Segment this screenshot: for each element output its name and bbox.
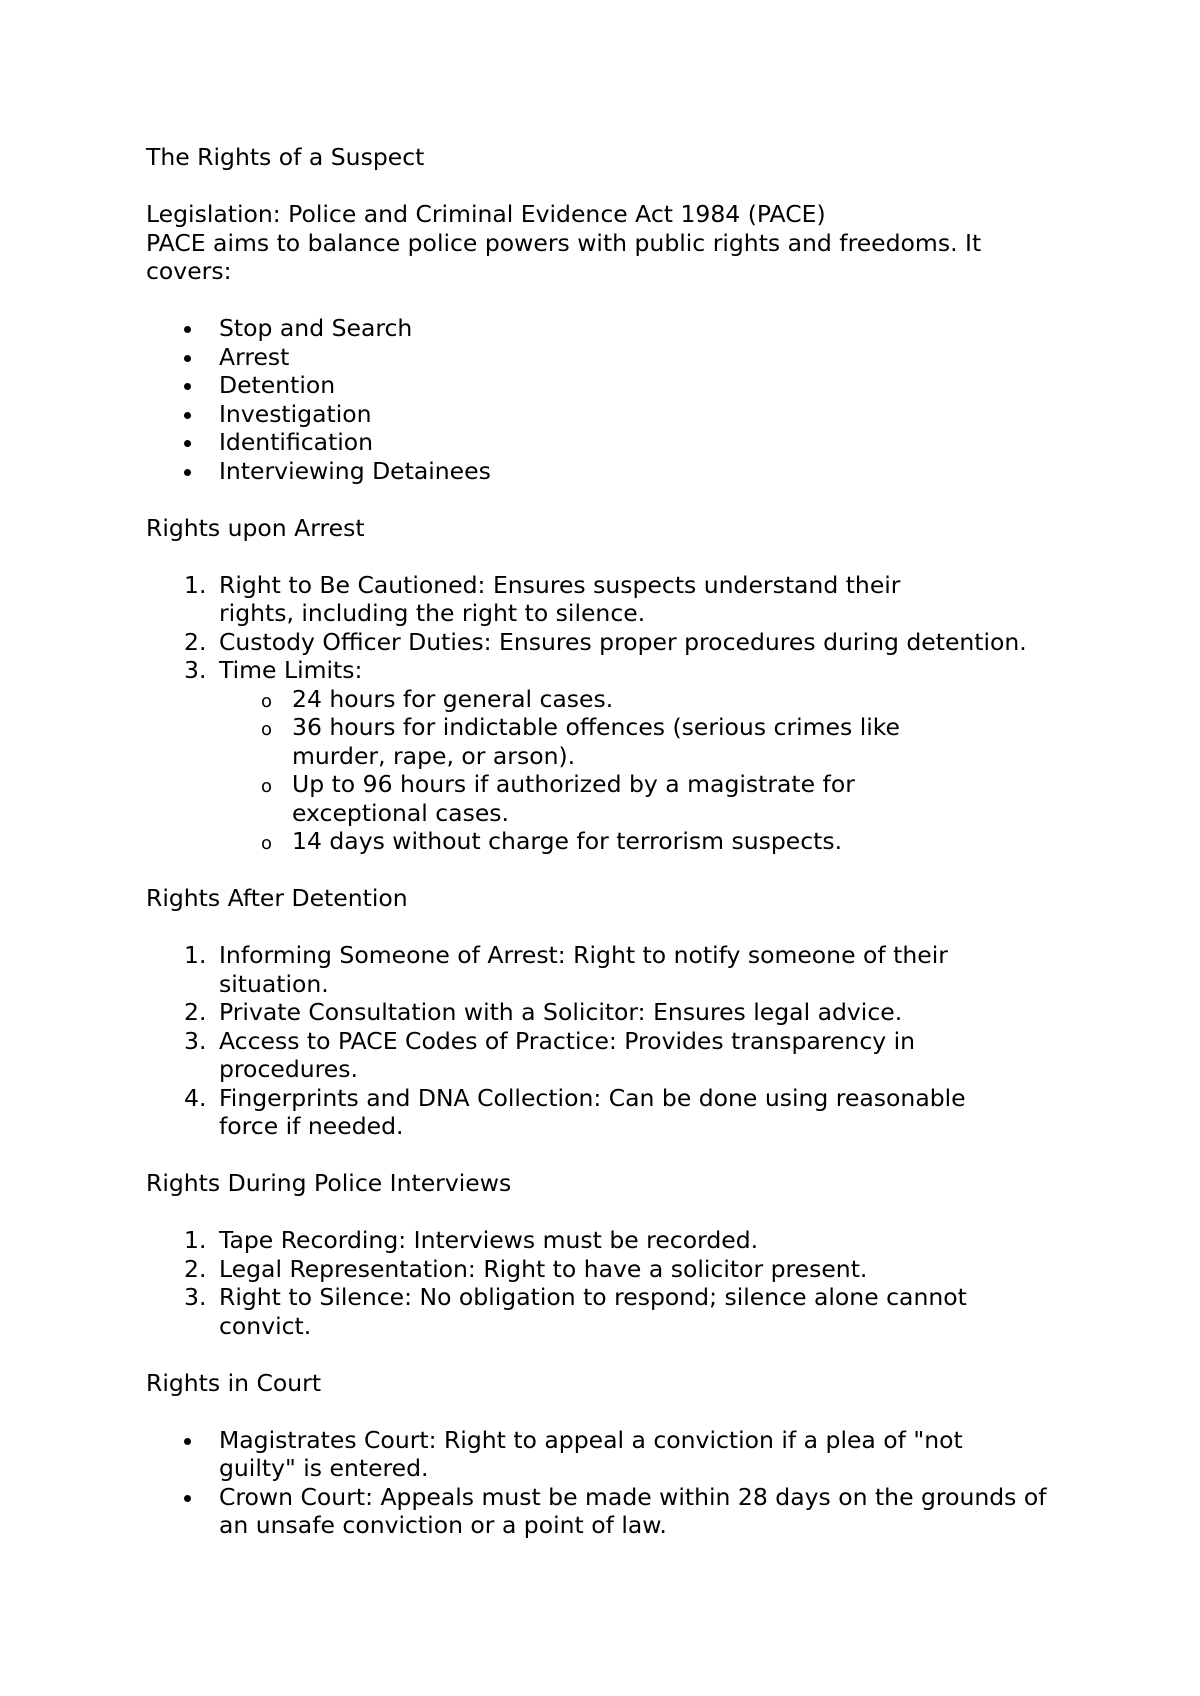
- spacer: [146, 913, 1140, 942]
- list-item: Interviewing Detainees: [146, 457, 1140, 486]
- list-number: 4.: [184, 1083, 207, 1112]
- list-item: [146, 656, 1140, 856]
- list-item: [146, 1084, 979, 1141]
- list-item-text: Custody Officer Duties: Ensures proper procedures during detention.: [219, 627, 1027, 656]
- list-item: [146, 1027, 979, 1084]
- section-heading-detention: Rights After Detention: [146, 884, 408, 912]
- section-heading-arrest: Rights upon Arrest: [146, 513, 365, 542]
- list-item: Detention: [146, 371, 1140, 400]
- list-item: [146, 628, 1140, 657]
- legislation-line: Legislation: Police and Criminal Evidence Act 1984 (PACE): [146, 200, 826, 228]
- list-item-text: Legal Representation: Right to have a solicitor present.: [219, 1254, 868, 1283]
- list-item: Magistrates Court: Right to appeal a conviction if a plea of "not guilty" is entered.: [146, 1426, 979, 1483]
- list-number: 2.: [184, 627, 207, 656]
- list-item-text: Right to Be Cautioned: Ensures suspects understand their rights, including the right to silence.: [219, 570, 901, 627]
- list-number: 1.: [184, 941, 207, 969]
- spacer: [146, 286, 1140, 315]
- list-item-text: Private Consultation with a Solicitor: Ensures legal advice.: [219, 998, 903, 1026]
- list-item: [146, 1226, 1140, 1255]
- document-title: The Rights of a Suspect: [146, 143, 425, 171]
- list-item-text: Informing Someone of Arrest: Right to notify someone of their situation.: [219, 941, 948, 998]
- list-item-text: Right to Silence: No obligation to respond; silence alone cannot convict.: [219, 1283, 967, 1340]
- interview-rights-list: [146, 1226, 1140, 1340]
- list-item-text: Fingerprints and DNA Collection: Can be done using reasonable force if needed.: [219, 1083, 966, 1140]
- spacer: [146, 1141, 1140, 1170]
- section-heading-court: Rights in Court: [146, 1368, 322, 1397]
- time-limits-sublist: [219, 685, 1140, 856]
- list-item: Stop and Search: [146, 314, 1140, 343]
- detention-rights-list: [146, 941, 1140, 1141]
- spacer: [146, 542, 1140, 571]
- list-item: [146, 571, 979, 628]
- intro-paragraph: PACE aims to balance police powers with public rights and freedoms. It covers:: [146, 228, 982, 285]
- spacer: [146, 172, 1140, 201]
- list-item: Identification: [146, 428, 1140, 457]
- spacer: [146, 1198, 1140, 1227]
- list-item-text: Time Limits:: [219, 656, 363, 684]
- spacer: [146, 485, 1140, 514]
- list-number: 3.: [184, 1026, 207, 1055]
- spacer: [146, 856, 1140, 885]
- list-number: 3.: [184, 1283, 207, 1311]
- sublist-item: o 36 hours for indictable offences (serious crimes like murder, rape, or arson).: [219, 713, 992, 770]
- arrest-rights-list: [146, 571, 1140, 856]
- list-item-text: Access to PACE Codes of Practice: Provides transparency in procedures.: [219, 1026, 916, 1083]
- list-item: Arrest: [146, 343, 1140, 372]
- list-number: 3.: [184, 656, 207, 684]
- pace-covers-list: [146, 314, 1140, 485]
- spacer: [146, 1340, 1140, 1369]
- court-rights-list: [146, 1426, 1140, 1540]
- sublist-item: o 24 hours for general cases.: [219, 685, 1140, 714]
- list-item-text: Tape Recording: Interviews must be recorded.: [219, 1226, 759, 1254]
- spacer: [146, 1397, 1140, 1426]
- list-item: [146, 998, 1140, 1027]
- list-item: [146, 941, 979, 998]
- list-number: 2.: [184, 998, 207, 1026]
- sublist-item: o 14 days without charge for terrorism suspects.: [219, 827, 1140, 856]
- section-heading-interviews: Rights During Police Interviews: [146, 1169, 512, 1197]
- list-item: [146, 1255, 1140, 1284]
- list-number: 1.: [184, 1226, 207, 1254]
- list-item: Crown Court: Appeals must be made within 28 days on the grounds of an unsafe conviction or a point of law.: [146, 1483, 1069, 1540]
- list-item: Investigation: [146, 400, 1140, 429]
- list-number: 1.: [184, 570, 207, 599]
- list-number: 2.: [184, 1254, 207, 1283]
- list-item: [146, 1283, 979, 1340]
- sublist-item: o Up to 96 hours if authorized by a magistrate for exceptional cases.: [219, 770, 992, 827]
